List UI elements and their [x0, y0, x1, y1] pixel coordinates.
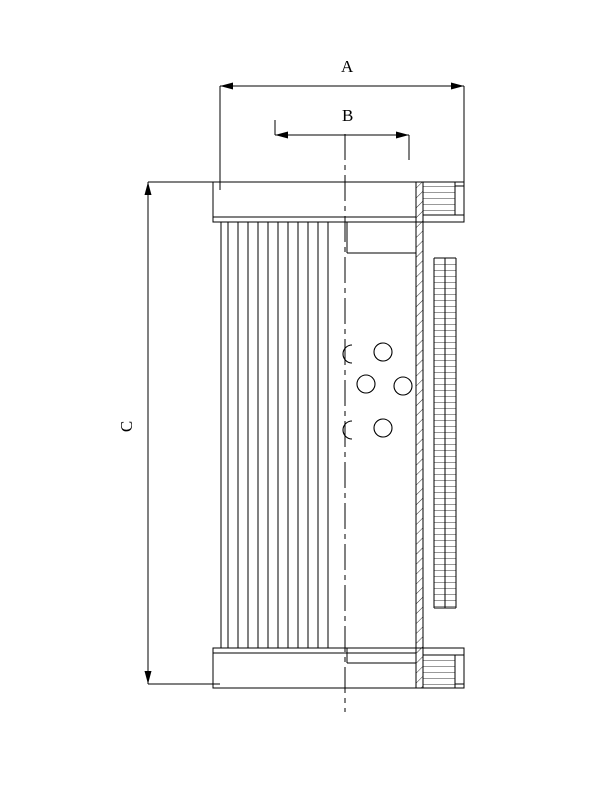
dimension-label-B: B: [342, 106, 354, 125]
dimension-label-C: C: [117, 420, 137, 433]
filter-body-outline: [221, 182, 423, 688]
support-tube-perforations: [434, 258, 456, 608]
bypass-holes: [343, 343, 412, 439]
dimension-label-A: A: [341, 57, 354, 76]
dimension-C: [145, 182, 221, 684]
section-hatching-right-wall: [416, 182, 423, 688]
pleat-lines: [238, 222, 328, 648]
dimension-A: [220, 83, 464, 191]
dimension-B: [275, 120, 409, 160]
